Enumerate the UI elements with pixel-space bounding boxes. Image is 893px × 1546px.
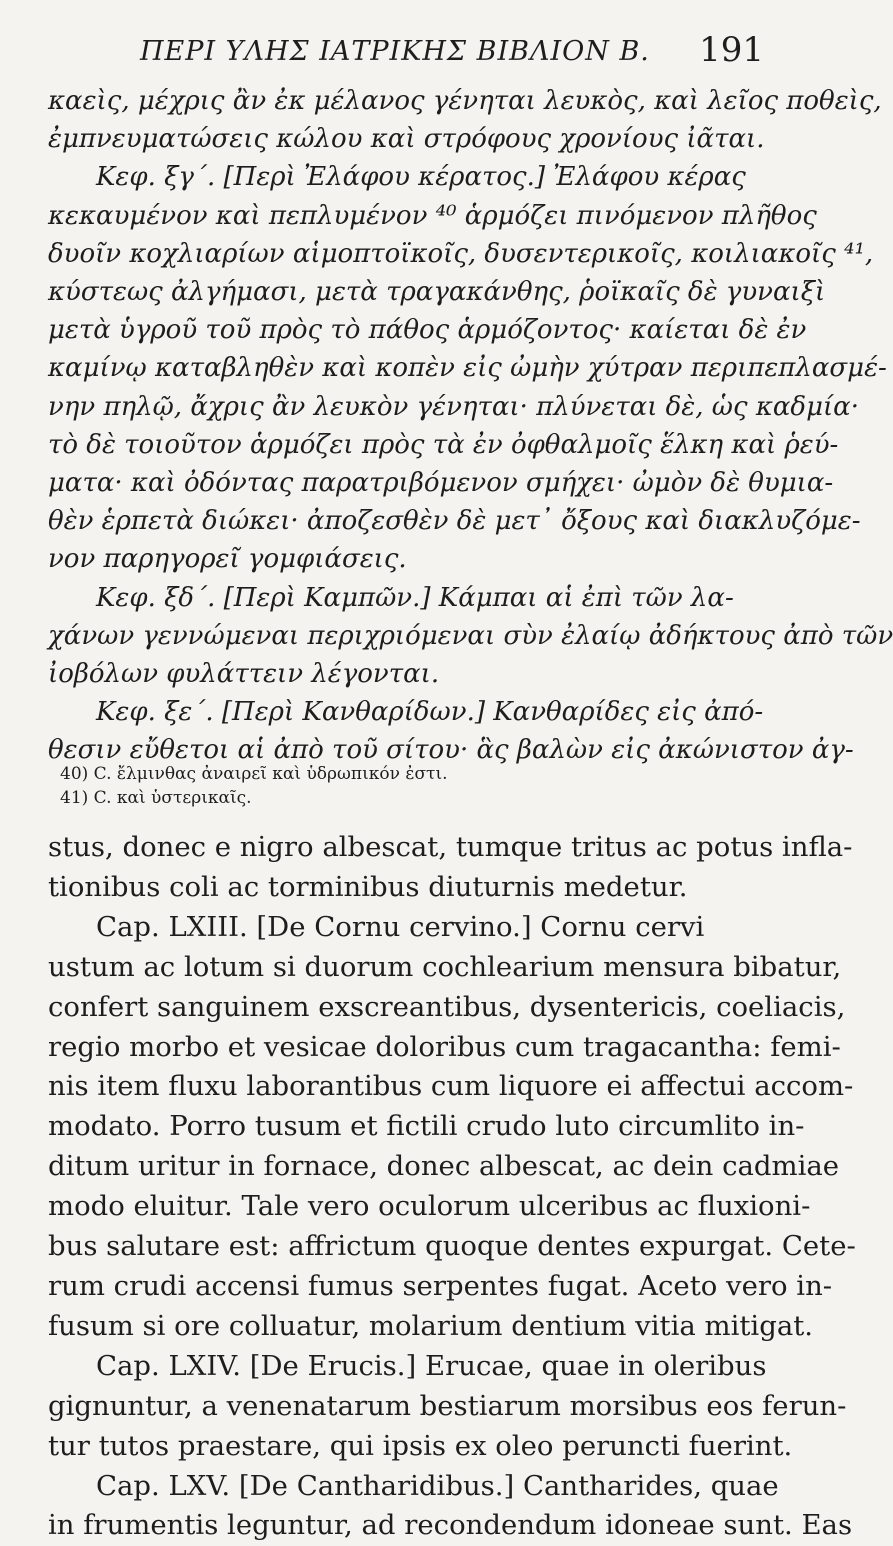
greek-line: νον παρηγορεῖ γομφιάσεις. — [48, 544, 407, 575]
latin-line: stus, donec e nigro albescat, tumque tritus ac potus infla- — [48, 831, 853, 863]
latin-line: bus salutare est: affrictum quoque dentes expurgat. Cete- — [48, 1230, 856, 1263]
page-header — [140, 26, 764, 76]
latin-line: rum crudi accensi fumus serpentes fugat. Aceto vero in- — [48, 1269, 833, 1302]
greek-line: κεκαυμένον καὶ πεπλυμένον ⁴⁰ ἁρμόζει πινόμενον πλῆθος — [48, 200, 817, 231]
greek-line: Κεφ. ξδ΄. [Περὶ Καμπῶν.] Κάμπαι αἱ ἐπὶ τῶν λα- — [96, 582, 734, 613]
greek-line: ἰοβόλων φυλάττειν λέγονται. — [48, 659, 440, 690]
latin-line: fusum si ore colluatur, molarium dentium vitia mitigat. — [48, 1309, 814, 1342]
greek-line: κύστεως ἀλγήμασι, μετὰ τραγακάνθης, ῥοϊκαῖς δὲ γυναιξὶ — [48, 277, 826, 308]
greek-line: τὸ δὲ τοιοῦτον ἁρμόζει πρὸς τὰ ἐν ὀφθαλμοῖς ἕλκη καὶ ῥεύ- — [48, 429, 839, 460]
running-title: ΠΕΡΙ ΥΛΗΣ ΙΑΤΡΙΚΗΣ ΒΙΒΛΙΟΝ Β. — [140, 36, 650, 67]
greek-line: ματα· καὶ ὀδόντας παρατριβόμενον σμήχει· ὠμὸν δὲ θυμια- — [48, 468, 834, 499]
footnote: 40) C. ἔλμινθας ἀναιρεῖ καὶ ὑδρωπικόν ἐστι. — [60, 764, 448, 784]
latin-line: tionibus coli ac torminibus diuturnis medetur. — [48, 870, 688, 903]
greek-line: νην πηλῷ, ἄχρις ἂν λευκὸν γένηται· πλύνεται δὲ, ὡς καδμία· — [48, 391, 859, 422]
latin-line: modato. Porro tusum et fictili crudo luto circumlito in- — [48, 1110, 805, 1143]
latin-line: tur tutos praestare, qui ipsis ex oleo peruncti fuerint. — [48, 1429, 793, 1462]
greek-line: θὲν ἑρπετὰ διώκει· ἀποζεσθὲν δὲ μετ᾽ ὄξους καὶ διακλυζόμε- — [48, 506, 861, 537]
greek-line: καεὶς, μέχρις ἂν ἐκ μέλανος γένηται λευκὸς, καὶ λεῖος ποθεὶς, — [48, 86, 882, 116]
latin-line: gignuntur, a venenatarum bestiarum morsibus eos ferun- — [48, 1389, 847, 1422]
latin-text-block — [48, 828, 856, 1546]
page-number: 191 — [699, 30, 764, 70]
greek-line: μετὰ ὑγροῦ τοῦ πρὸς τὸ πάθος ἁρμόζοντος· καίεται δὲ ἐν — [48, 315, 807, 346]
greek-line: δυοῖν κοχλιαρίων αἱμοπτοϊκοῖς, δυσεντερικοῖς, κοιλιακοῖς ⁴¹, — [48, 238, 874, 269]
latin-line: nis item fluxu laborantibus cum liquore ei affectui accom- — [48, 1070, 854, 1103]
latin-line: Cap. LXIII. [De Cornu cervino.] Cornu cervi — [96, 910, 705, 943]
footnote: 41) C. καὶ ὑστερικαῖς. — [60, 788, 252, 808]
greek-line: χάνων γεννώμεναι περιχριόμεναι σὺν ἐλαίῳ ἀδήκτους ἀπὸ τῶν — [48, 620, 893, 651]
latin-line: confert sanguinem exscreantibus, dysentericis, coeliacis, — [48, 990, 846, 1023]
greek-line: θεσιν εὔθετοι αἱ ἀπὸ τοῦ σίτου· ἃς βαλὼν εἰς ἀκώνιστον ἀγ- — [48, 735, 854, 766]
greek-line: ἐμπνευματώσεις κώλου καὶ στρόφους χρονίους ἰᾶται. — [48, 124, 765, 155]
greek-text-block — [48, 82, 893, 770]
latin-line: ditum uritur in fornace, donec albescat, ac dein cadmiae — [48, 1150, 840, 1183]
latin-line: in frumentis leguntur, ad recondendum idoneae sunt. Eas — [48, 1509, 853, 1542]
greek-line: Κεφ. ξε΄. [Περὶ Κανθαρίδων.] Κανθαρίδες εἰς ἀπό- — [96, 697, 764, 728]
greek-line: καμίνῳ καταβληθὲν καὶ κοπὲν εἰς ὠμὴν χύτραν περιπεπλασμέ- — [48, 353, 887, 384]
latin-line: Cap. LXIV. [De Erucis.] Erucae, quae in oleribus — [96, 1349, 767, 1382]
latin-line: Cap. LXV. [De Cantharidibus.] Cantharides, quae — [96, 1469, 779, 1502]
greek-line: Κεφ. ξγ΄. [Περὶ Ἐλάφου κέρατος.] Ἐλάφου κέρας — [96, 162, 746, 193]
latin-line: regio morbo et vesicae doloribus cum tragacantha: femi- — [48, 1030, 841, 1063]
footnotes — [60, 762, 448, 810]
latin-line: modo eluitur. Tale vero oculorum ulceribus ac fluxioni- — [48, 1190, 811, 1223]
latin-line: ustum ac lotum si duorum cochlearium mensura bibatur, — [48, 950, 842, 983]
